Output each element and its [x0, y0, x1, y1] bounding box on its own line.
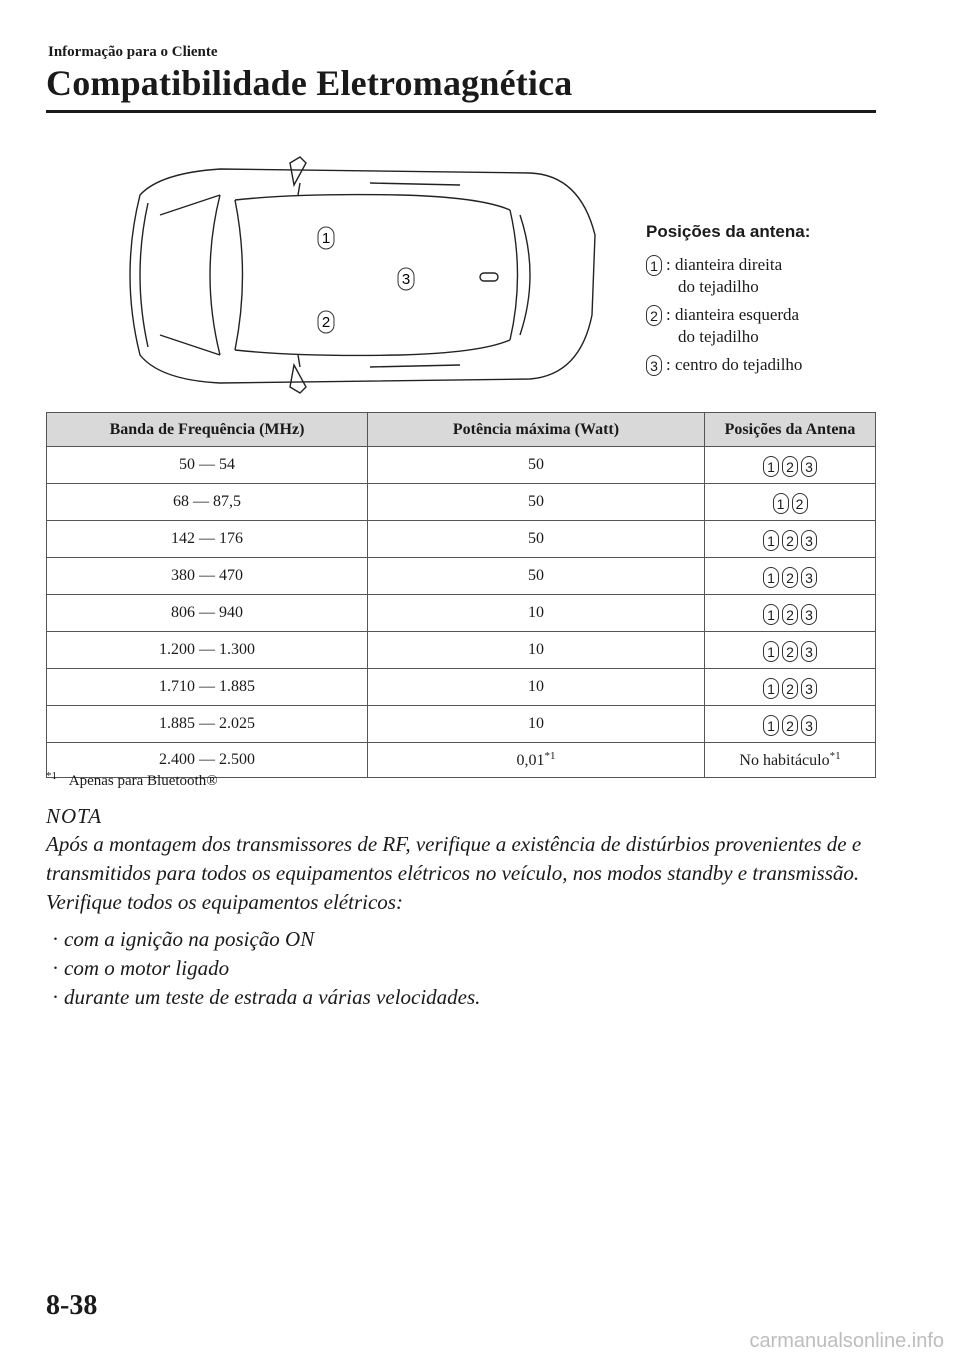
- antenna-position-number: 1: [763, 604, 779, 625]
- legend-number: 2: [646, 305, 662, 326]
- antenna-position-number: 3: [801, 678, 817, 699]
- positions-cell: No habitáculo$^{*1}$: [705, 743, 876, 778]
- legend-item-2: [646, 304, 906, 348]
- positions-cell: [705, 558, 876, 595]
- band-cell: 806 — 940: [47, 595, 368, 632]
- legend-text: : centro do tejadilho: [666, 355, 803, 374]
- antenna-position-number: 2: [782, 641, 798, 662]
- watermark: carmanualsonline.info: [749, 1330, 944, 1352]
- power-cell: 10: [368, 632, 705, 669]
- title-divider: [46, 110, 876, 113]
- band-cell: 68 — 87,5: [47, 484, 368, 521]
- page-title: Compatibilidade Eletromagnética: [46, 63, 573, 103]
- antenna-position-number: 2: [782, 604, 798, 625]
- antenna-position-number: 2: [782, 715, 798, 736]
- note-paragraph: Após a montagem dos transmissores de RF, verifique a existência de distúrbios provenientes de e transmitidos para todos os equipamentos elétricos no veículo, nos modos standby e transmissão.: [46, 832, 862, 885]
- band-cell: 1.710 — 1.885: [47, 669, 368, 706]
- note-bullet-list: [46, 925, 886, 1012]
- legend-item-3: [646, 354, 906, 376]
- positions-cell: [705, 632, 876, 669]
- table-row: [47, 595, 876, 632]
- power-cell: 50: [368, 484, 705, 521]
- column-header-positions: Posições da Antena: [705, 413, 876, 447]
- positions-cell: [705, 521, 876, 558]
- table-row: [47, 706, 876, 743]
- band-cell: 1.885 — 2.025: [47, 706, 368, 743]
- table-row: [47, 558, 876, 595]
- table-header-row: [47, 413, 876, 447]
- antenna-position-number: 3: [801, 641, 817, 662]
- table-row: [47, 484, 876, 521]
- svg-text:1: 1: [321, 230, 331, 247]
- power-cell: 50: [368, 558, 705, 595]
- table-footnote: $^{*1}$ Apenas para Bluetooth®: [46, 770, 218, 789]
- antenna-position-number: 3: [801, 715, 817, 736]
- section-label: Informação para o Cliente: [48, 44, 218, 60]
- band-cell: 1.200 — 1.300: [47, 632, 368, 669]
- positions-cell: [705, 447, 876, 484]
- table-row: [47, 447, 876, 484]
- column-header-band: Banda de Frequência (MHz): [47, 413, 368, 447]
- positions-cell: [705, 595, 876, 632]
- antenna-position-number: 3: [801, 567, 817, 588]
- list-item: · durante um teste de estrada a várias velocidades.: [46, 983, 886, 1012]
- table-row: [47, 632, 876, 669]
- positions-cell: [705, 669, 876, 706]
- svg-text:3: 3: [401, 271, 411, 288]
- power-cell: 0,01$^{*1}$: [368, 743, 705, 778]
- band-cell: 50 — 54: [47, 447, 368, 484]
- page-number: 8-38: [46, 1290, 98, 1321]
- band-cell: 380 — 470: [47, 558, 368, 595]
- antenna-position-number: 1: [763, 678, 779, 699]
- antenna-position-number: 3: [801, 530, 817, 551]
- legend-text: : dianteira esquerda: [666, 305, 800, 324]
- positions-cell: [705, 706, 876, 743]
- power-cell: 10: [368, 595, 705, 632]
- antenna-position-number: 3: [801, 456, 817, 477]
- antenna-position-number: 2: [782, 530, 798, 551]
- antenna-position-number: 1: [763, 641, 779, 662]
- power-cell: 50: [368, 447, 705, 484]
- antenna-marker-2: [318, 311, 334, 333]
- antenna-position-number: 1: [773, 493, 789, 514]
- antenna-position-number: 2: [782, 567, 798, 588]
- column-header-power: Potência máxima (Watt): [368, 413, 705, 447]
- positions-cell: [705, 484, 876, 521]
- band-cell: 2.400 — 2.500: [47, 743, 368, 778]
- power-cell: 50: [368, 521, 705, 558]
- legend-item-1: [646, 254, 906, 298]
- antenna-position-number: 1: [763, 715, 779, 736]
- legend-title: Posições da antena:: [646, 222, 811, 241]
- note-body: [46, 830, 886, 1012]
- antenna-position-number: 3: [801, 604, 817, 625]
- legend-text: do tejadilho: [678, 327, 759, 346]
- power-cell: 10: [368, 706, 705, 743]
- antenna-marker-1: [318, 227, 334, 249]
- car-top-view-illustration: [100, 155, 600, 395]
- power-cell: 10: [368, 669, 705, 706]
- legend-number: 1: [646, 255, 662, 276]
- antenna-position-number: 2: [792, 493, 808, 514]
- antenna-position-number: 2: [782, 678, 798, 699]
- band-cell: 142 — 176: [47, 521, 368, 558]
- antenna-position-number: 1: [763, 456, 779, 477]
- antenna-position-number: 1: [763, 530, 779, 551]
- antenna-position-number: 1: [763, 567, 779, 588]
- table-row: [47, 669, 876, 706]
- legend-text: : dianteira direita: [666, 255, 783, 274]
- frequency-table: [46, 412, 876, 778]
- legend-text: do tejadilho: [678, 277, 759, 296]
- note-heading: NOTA: [46, 804, 103, 828]
- table-row: [47, 521, 876, 558]
- list-item: · com o motor ligado: [46, 954, 886, 983]
- antenna-legend: [646, 222, 906, 382]
- svg-text:2: 2: [321, 314, 331, 331]
- antenna-position-number: 2: [782, 456, 798, 477]
- antenna-marker-3: [398, 268, 414, 290]
- legend-number: 3: [646, 355, 662, 376]
- note-intro: Verifique todos os equipamentos elétricos:: [46, 890, 403, 914]
- list-item: · com a ignição na posição ON: [46, 925, 886, 954]
